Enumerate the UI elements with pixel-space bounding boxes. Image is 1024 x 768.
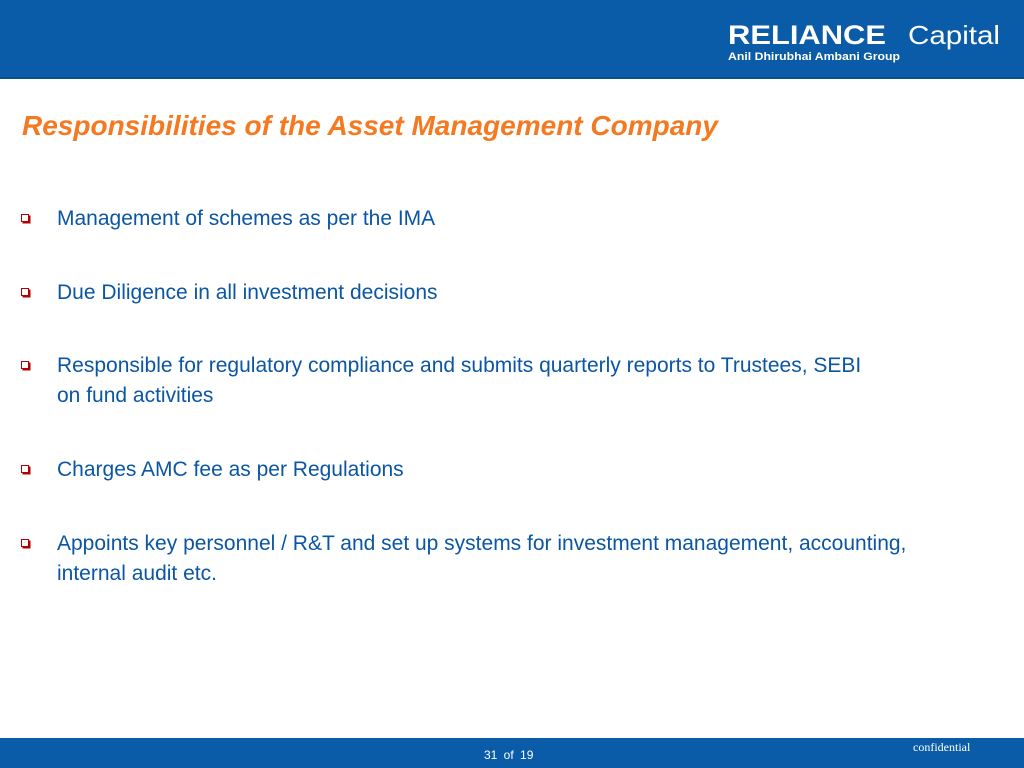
square-bullet-icon (21, 214, 29, 222)
bullet-text: Charges AMC fee as per Regulations (57, 458, 404, 481)
square-bullet-icon (21, 539, 29, 547)
bullet-text: Responsible for regulatory compliance and submits quarterly reports to Trustees, SEBI on fund activities (57, 354, 862, 407)
page-number: 31 of 19 (484, 748, 534, 762)
logo-wordmark: RELIANCE (728, 20, 886, 50)
square-bullet-icon (21, 361, 29, 369)
square-bullet-icon (21, 288, 29, 296)
bullet-text: Appoints key personnel / R&T and set up systems for investment management, accounting, internal audit etc. (57, 532, 907, 585)
reliance-capital-logo (720, 12, 1020, 72)
bullet-text: Management of schemes as per the IMA (57, 207, 436, 230)
slide-title: Responsibilities of the Asset Management Company (22, 110, 718, 141)
logo-product: Capital (908, 20, 1000, 50)
square-bullet-icon (21, 465, 29, 473)
bullet-text: Due Diligence in all investment decisions (57, 281, 438, 304)
confidential-label: confidential (913, 740, 971, 754)
logo-group-name: Anil Dhirubhai Ambani Group (728, 51, 901, 63)
